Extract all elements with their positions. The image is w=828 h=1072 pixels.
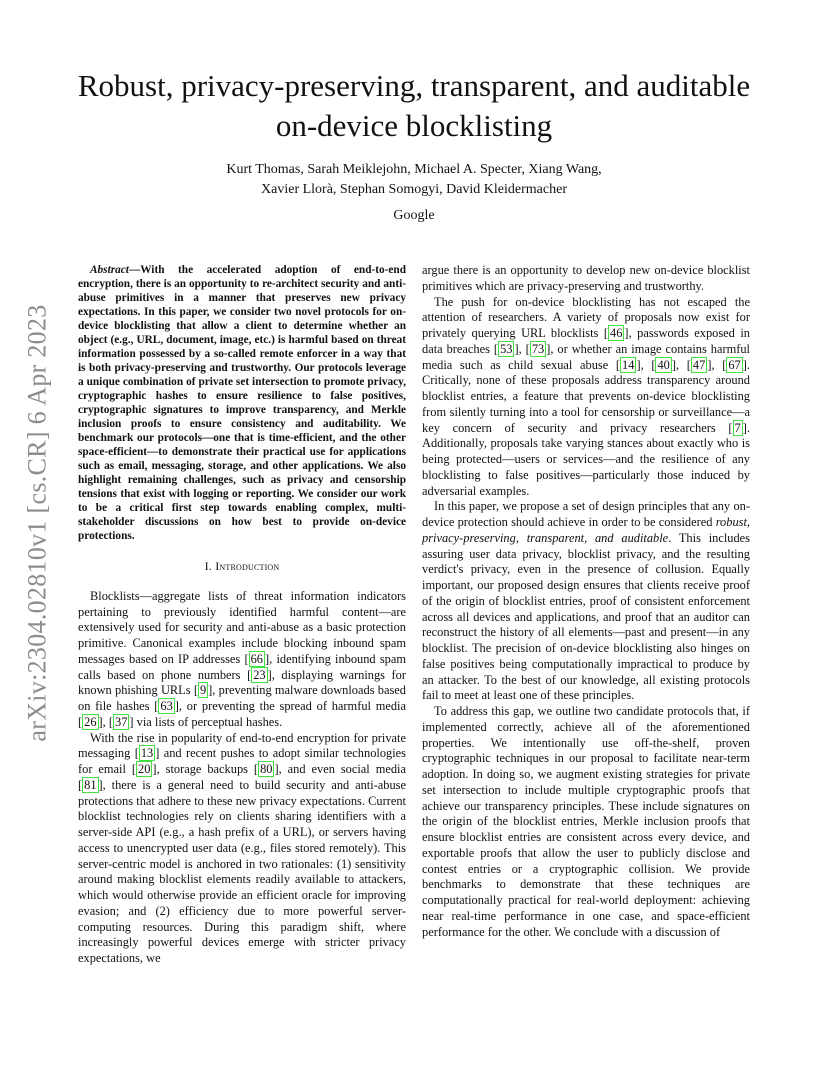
citation-link[interactable]: 23	[253, 667, 266, 682]
citation-link[interactable]: 14	[622, 357, 635, 372]
citation-link[interactable]: 40	[657, 357, 670, 372]
citation-link[interactable]: 81	[84, 777, 97, 792]
section-number: I.	[204, 559, 213, 573]
citation-link[interactable]: 73	[531, 341, 545, 356]
intro-paragraph-3: The push for on-device blocklisting has not escaped the attention of researchers. A variety of proposals now exist for privately querying URL blocklists [ 46 ], passwords exposed in data breaches [ 53 ], [ 73 ], or whether an image contains harmful media such as child sexual abuse [ 14 ], [ 40 ], [ 47 ], [ 67 ]. Critically, none of these proposals address transparency around blocklist entries, a feature that prevents on-device blocklisting from silently turning into a tool for censorship or surveillance—a key concern of security and privacy researchers [ 7 ]. Additionally, proposals take varying stances about exactly who is being protected—users or services—and the resilience of any blocklisting to false positives—particularly those induced by adversarial examples.	[422, 294, 751, 498]
abstract-label: Abstract	[90, 264, 129, 276]
citation-link[interactable]: 67	[728, 357, 741, 372]
citation-link[interactable]: 47	[692, 357, 706, 372]
left-column	[78, 263, 406, 967]
arxiv-identifier-stamp	[24, 290, 52, 755]
citation-link[interactable]: 37	[115, 714, 128, 729]
citation-link[interactable]: 63	[160, 699, 173, 713]
author-list	[60, 160, 768, 200]
affiliation: Google	[393, 208, 435, 223]
citation-link[interactable]: 20	[138, 762, 151, 776]
right-column	[422, 263, 750, 940]
emphasis-phrase: robust, privacy-preserving, transparent, and auditable	[422, 515, 750, 545]
intro-paragraph-5: To address this gap, we outline two candidate protocols that, if implemented correctly, achieve all of the aforementioned properties. We intentionally use off-the-shelf, proven cryptographic techniques in our proposal to facilitate near-term adoption. In doing so, we augment existing strategies for private set intersection to include multiple cryptographic proofs that achieve our transparency principles. These include signatures on the origin of the blocklist entries, Merkle inclusion proofs that ensure blocklist entries are consistent across every device, and exportable proofs that allow the user to publicly disclose and contest entries or a cryptographic collision. We provide benchmarks to demonstrate that these techniques are computationally practical for real-world deployment: achieving near real-time performance in one case, and space-efficient performance for the other. We conclude with a discussion of	[422, 704, 750, 939]
intro-paragraph-1: Blocklists—aggregate lists of threat information indicators pertaining to previously identified harmful content—are extensively used for security and anti-abuse as a basic protection primitive. Canonical examples include blocking inbound spam messages based on IP addresses [ 66 ], identifying inbound spam calls based on phone numbers [ 23 ], displaying warnings for known phishing URLs [ 9 ], preventing malware downloads based on file hashes [ 63 ], or preventing the spread of harmful media [ 26 ], [ 37 ] via lists of perceptual hashes.	[78, 588, 407, 729]
author-line-2: Xavier Llorà, Stephan Somogyi, David Kleidermacher	[261, 182, 567, 197]
citation-link[interactable]: 7	[734, 420, 741, 435]
citation-link[interactable]: 46	[610, 326, 623, 340]
citation-link[interactable]: 66	[250, 651, 263, 666]
intro-paragraph-2: With the rise in popularity of end-to-end encryption for private messaging [ 13 ] and recent pushes to adopt similar technologies for email [ 20 ], storage backups [ 80 ], and even social media [ 81 ], there is a general need to build security and anti-abuse protections that adhere to these new privacy expectations. Current blocklist technologies rely on clients sharing identifiers with a server-side API (e.g., a hash prefix of a URL), or servers having access to unencrypted user data (e.g., files stored remotely). This server-centric model is anchored in two rationales: (1) sensitivity around making blocklist elements readily available to attackers, which would otherwise provide an efficient oracle for improving evasion; and (2) efficiency due to more powerful server-computing resources. During this paradigm shift, where increasingly powerful devices emerge with stricter privacy expectations, we	[78, 730, 406, 965]
citation-link[interactable]: 13	[140, 746, 154, 761]
author-line-1: Kurt Thomas, Sarah Meiklejohn, Michael A. Specter, Xiang Wang,	[226, 162, 602, 177]
citation-link[interactable]: 53	[500, 341, 513, 356]
intro-paragraph-4: In this paper, we propose a set of design principles that any on-device protection should achieve in order to be considered robust, privacy-preserving, transparent, and auditable. This includes assuring user data privacy, blocklist privacy, and the resulting verdict's privacy, even in the presence of collusion. Equally important, our proposed design ensures that clients receive proof of the origin of blocklist entries, proof of consistent enforcement across all devices and applications, and proof that an auditor can reconstruct the history of all elements—past and present—in any blocklist. The precision of on-device blocklisting also hinges on false positives being computationally impractical to produce by an attacker. To the best of our knowledge, all existing protocols fail to meet at least one of these principles.	[422, 499, 750, 703]
abstract	[78, 263, 406, 543]
section-title: Introduction	[215, 559, 280, 573]
intro-paragraph-continued: argue there is an opportunity to develop new on-device blocklist primitives which are privacy-preserving and trustworthy.	[422, 263, 750, 293]
citation-link[interactable]: 9	[199, 683, 207, 698]
section-heading-introduction	[78, 559, 406, 575]
paper-title: Robust, privacy-preserving, transparent, and auditable on-device blocklisting	[77, 68, 751, 143]
citation-link[interactable]: 80	[260, 762, 273, 776]
abstract-text: —With the accelerated adoption of end-to-end encryption, there is an opportunity to re-architect security and anti-abuse primitives in a manner that preserves new privacy expectations. In this paper, we consider two novel protocols for on-device blocklisting that allow a client to determine whether an object (e.g., URL, document, image, etc.) is harmful based on threat information possessed by a so-called remote enforcer in a way that is both privacy-preserving and trustworthy. Our protocols leverage a unique combination of private set intersection to promote privacy, cryptographic hashes to ensure resilience to false positives, cryptographic signatures to improve transparency, and Merkle inclusion proofs to ensure consistency and auditability. We benchmark our protocols—one that is time-efficient, and the other space-efficient—to demonstrate their practical use for applications such as email, messaging, storage, and other applications. We also highlight remaining challenges, such as privacy and censorship tensions that exist with logging or reporting. We consider our work to be a critical first step towards enabling complex, multi-stakeholder discussions on how best to provide on-device protections.	[78, 264, 406, 542]
arxiv-identifier-text: arXiv:2304.02810v1 [cs.CR] 6 Apr 2023	[23, 303, 52, 742]
citation-link[interactable]: 26	[84, 714, 97, 729]
